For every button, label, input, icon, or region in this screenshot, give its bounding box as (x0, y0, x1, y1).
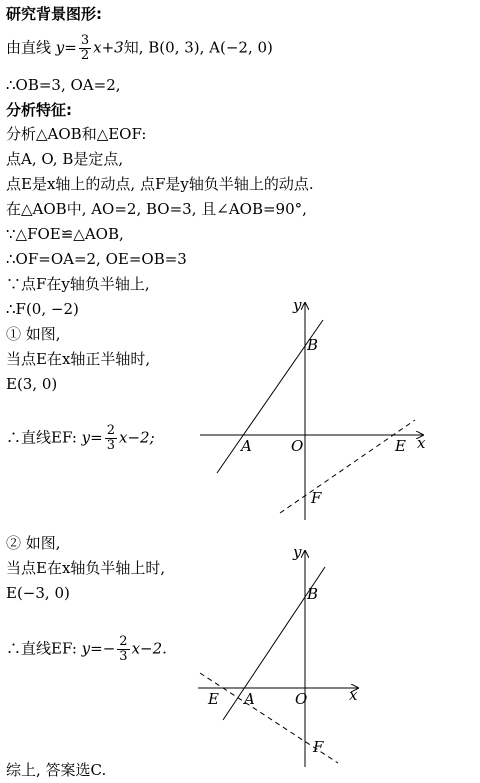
line-equation-rest: x+3 (93, 38, 124, 57)
analysis-line: ∴F(0, −2) (6, 300, 79, 318)
fraction-denominator: 3 (106, 438, 116, 453)
case1-eq-prefix: ∴直线EF: (6, 428, 77, 447)
fraction-denominator: 2 (80, 48, 90, 63)
case2-eq-equals: =− (90, 639, 116, 658)
line-equation-y: y (55, 38, 65, 57)
fraction-numerator: 2 (106, 423, 116, 438)
case1-eq-equals: = (90, 428, 103, 447)
line-equation-prefix: 由直线 (6, 38, 52, 57)
case2-eq-y: y (81, 639, 91, 658)
line-equation-statement (6, 34, 273, 63)
analysis-line: 点A, O, B是定点, (6, 150, 124, 168)
point-e-label: E (395, 437, 406, 455)
ob-oa-line: ∴OB=3, OA=2, (6, 76, 121, 94)
analysis-line: 点E是x轴上的动点, 点F是y轴负半轴上的动点. (6, 175, 314, 193)
conclusion: 综上, 答案选C. (6, 761, 107, 779)
y-axis-label: y (293, 543, 302, 561)
case1-eq-rest: x−2; (119, 428, 155, 447)
line-ef-dashed (280, 420, 415, 513)
fraction-numerator: 3 (80, 33, 90, 48)
origin-label: O (295, 690, 308, 708)
case2-point: E(−3, 0) (6, 584, 70, 602)
analysis-line: 分析△AOB和△EOF: (6, 125, 147, 143)
case2-heading: ② 如图, (6, 534, 61, 552)
fraction-denominator: 3 (119, 649, 128, 664)
case2-equation (6, 635, 167, 664)
point-a-label: A (244, 690, 255, 708)
fraction-numerator: 2 (119, 634, 128, 649)
case1-condition: 当点E在x轴正半轴时, (6, 350, 151, 368)
case1-eq-y: y (81, 428, 91, 447)
case1-fraction (105, 424, 117, 453)
point-e-label: E (208, 690, 219, 708)
analysis-line: ∴OF=OA=2, OE=OB=3 (6, 250, 187, 268)
figure-case1 (195, 295, 435, 525)
case1-point: E(3, 0) (6, 375, 58, 393)
case1-heading: ① 如图, (6, 325, 61, 343)
line-equation-points: B(0, 3), A(−2, 0) (148, 38, 273, 57)
x-axis-label: x (349, 686, 358, 704)
point-b-label: B (307, 336, 319, 354)
analysis-line: 在△AOB中, AO=2, BO=3, 且∠AOB=90°, (6, 200, 307, 218)
origin-label: O (291, 437, 304, 455)
point-b-label: B (307, 585, 319, 603)
analysis-line: ∵点F在y轴负半轴上, (6, 275, 150, 293)
line-equation-suffix: 知, (123, 38, 144, 57)
y-axis-label: y (293, 296, 302, 314)
point-f-label: F (313, 738, 324, 756)
analysis-line: ∵△FOE≌△AOB, (6, 225, 124, 243)
case2-eq-prefix: ∴直线EF: (6, 639, 77, 658)
line-equation-fraction (79, 34, 91, 63)
section-analysis-title: 分析特征: (6, 101, 72, 119)
case1-equation (6, 424, 155, 453)
case2-eq-rest: x−2. (131, 639, 167, 658)
figure-case2 (193, 545, 368, 770)
point-a-label: A (241, 437, 252, 455)
line-equation-eq: = (64, 38, 77, 57)
case2-condition: 当点E在x轴负半轴上时, (6, 559, 166, 577)
x-axis-label: x (417, 434, 426, 452)
case2-fraction (117, 635, 129, 664)
section-background-title: 研究背景图形: (6, 5, 102, 23)
point-f-label: F (311, 489, 322, 507)
